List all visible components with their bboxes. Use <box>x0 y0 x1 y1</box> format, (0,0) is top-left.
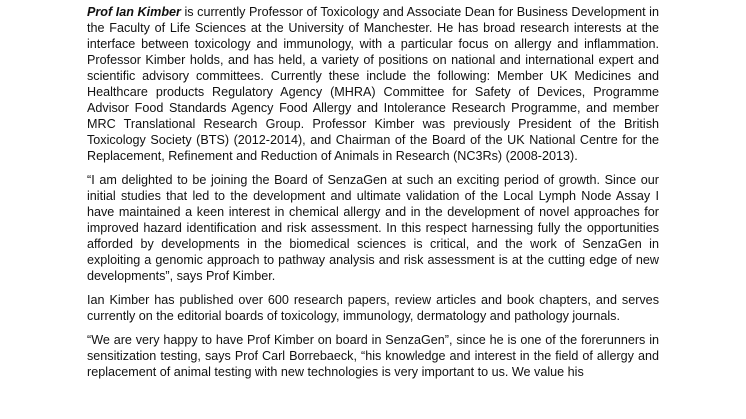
quote-paragraph: “I am delighted to be joining the Board of SenzaGen at such an exciting period of growth. Since our initial studies that led to the development and ultimate validation of the Local Lymph Node Assay I have maintained a keen interest in chemical allergy and in the development of novel approaches for improved hazard identification and risk assessment. In this respect harnessing fully the opportunities afforded by developments in the biomedical sciences is critical, and the work of SenzaGen in exploiting a genomic approach to pathway analysis and risk assessment is at the cutting edge of new developments”, says Prof Kimber. <box>87 173 659 283</box>
bio-paragraph <box>87 4 659 164</box>
person-name: Prof Ian Kimber <box>87 5 181 19</box>
publications-paragraph: Ian Kimber has published over 600 research papers, review articles and book chapters, and serves currently on the editorial boards of toxicology, immunology, dermatology and pathology journals. <box>87 293 659 323</box>
document-body <box>87 4 659 388</box>
borrebaeck-quote-paragraph: “We are very happy to have Prof Kimber on board in SenzaGen”, since he is one of the forerunners in sensitization testing, says Prof Carl Borrebaeck, “his knowledge and interest in the field of allergy and replacement of animal testing with new technologies is very important to us. We value his <box>87 333 659 379</box>
bio-text: is currently Professor of Toxicology and Associate Dean for Business Development in the Faculty of Life Sciences at the University of Manchester. He has broad research interests at the interface between toxicology and immunology, with a particular focus on allergy and inflammation. Professor Kimber holds, and has held, a variety of positions on national and international expert and scientific advisory committees. Currently these include the following: Member UK Medicines and Healthcare products Regulatory Agency (MHRA) Committee for Safety of Devices, Programme Advisor Food Standards Agency Food Allergy and Intolerance Research Programme, and member MRC Translational Research Group. Professor Kimber was previously President of the British Toxicology Society (BTS) (2012-2014), and Chairman of the Board of the UK National Centre for the Replacement, Refinement and Reduction of Animals in Research (NC3Rs) (2008-2013). <box>87 5 659 163</box>
